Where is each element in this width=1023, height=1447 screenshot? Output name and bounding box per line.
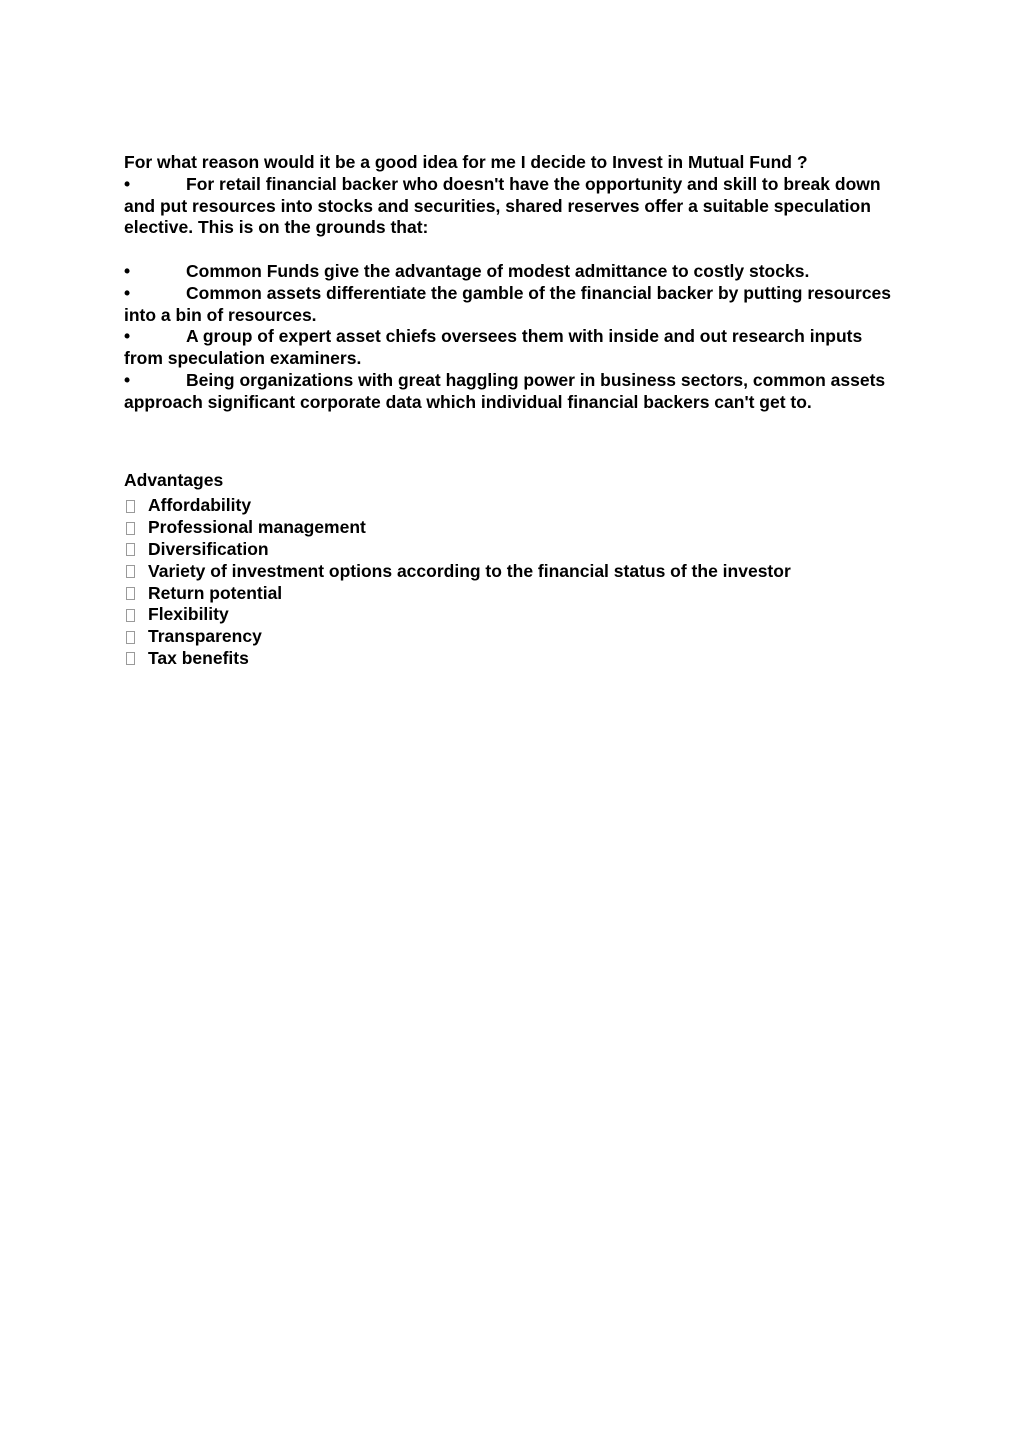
empty-box-icon bbox=[126, 565, 135, 578]
advantages-heading: Advantages bbox=[124, 469, 224, 490]
reason-item bbox=[124, 283, 904, 327]
advantage-item bbox=[124, 517, 904, 539]
advantage-label: Affordability bbox=[148, 495, 252, 516]
spacer bbox=[124, 239, 904, 261]
advantage-item bbox=[124, 583, 904, 605]
advantage-label: Return potential bbox=[148, 582, 283, 603]
empty-box-icon bbox=[126, 543, 135, 556]
advantages-list bbox=[124, 495, 904, 669]
reason-text: Being organizations with great haggling power in business sectors, common assets approach significant corporate data which individual financial backers can't get to. bbox=[124, 369, 886, 412]
bullet-mark: • bbox=[124, 326, 131, 347]
advantage-item bbox=[124, 648, 904, 670]
bullet-mark: • bbox=[124, 260, 131, 281]
intro-bullet-text: For retail financial backer who doesn't have the opportunity and skill to break down and put resources into stocks and securities, shared reserves offer a suitable speculation elective. This is on the grounds that: bbox=[124, 173, 881, 238]
bullet-mark: • bbox=[124, 282, 131, 303]
empty-box-icon bbox=[126, 587, 135, 600]
advantage-item bbox=[124, 495, 904, 517]
advantage-item bbox=[124, 626, 904, 648]
reason-item bbox=[124, 326, 904, 370]
reason-text: Common Funds give the advantage of modest admittance to costly stocks. bbox=[186, 260, 810, 281]
bullet-mark: • bbox=[124, 173, 131, 194]
empty-box-icon bbox=[126, 500, 135, 513]
empty-box-icon bbox=[126, 652, 135, 665]
reason-item bbox=[124, 261, 904, 283]
spacer bbox=[124, 414, 904, 470]
advantage-label: Tax benefits bbox=[148, 647, 249, 668]
advantage-label: Variety of investment options according to the financial status of the investor bbox=[148, 560, 791, 581]
bullet-mark: • bbox=[124, 369, 131, 390]
empty-box-icon bbox=[126, 609, 135, 622]
advantage-label: Professional management bbox=[148, 517, 366, 538]
advantage-item bbox=[124, 539, 904, 561]
intro-bullet bbox=[124, 174, 904, 239]
empty-box-icon bbox=[126, 522, 135, 535]
reasons-list bbox=[124, 261, 904, 414]
advantage-label: Transparency bbox=[148, 626, 262, 647]
advantage-label: Diversification bbox=[148, 538, 269, 559]
empty-box-icon bbox=[126, 631, 135, 644]
reason-item bbox=[124, 370, 904, 414]
document-page bbox=[124, 152, 904, 670]
reason-text: A group of expert asset chiefs oversees them with inside and out research inputs from speculation examiners. bbox=[124, 326, 863, 369]
advantage-item bbox=[124, 604, 904, 626]
question-heading: For what reason would it be a good idea for me I decide to Invest in Mutual Fund ? bbox=[124, 152, 808, 172]
reason-text: Common assets differentiate the gamble of the financial backer by putting resources into a bin of resources. bbox=[124, 282, 892, 325]
advantage-item bbox=[124, 561, 904, 583]
advantage-label: Flexibility bbox=[148, 604, 229, 625]
